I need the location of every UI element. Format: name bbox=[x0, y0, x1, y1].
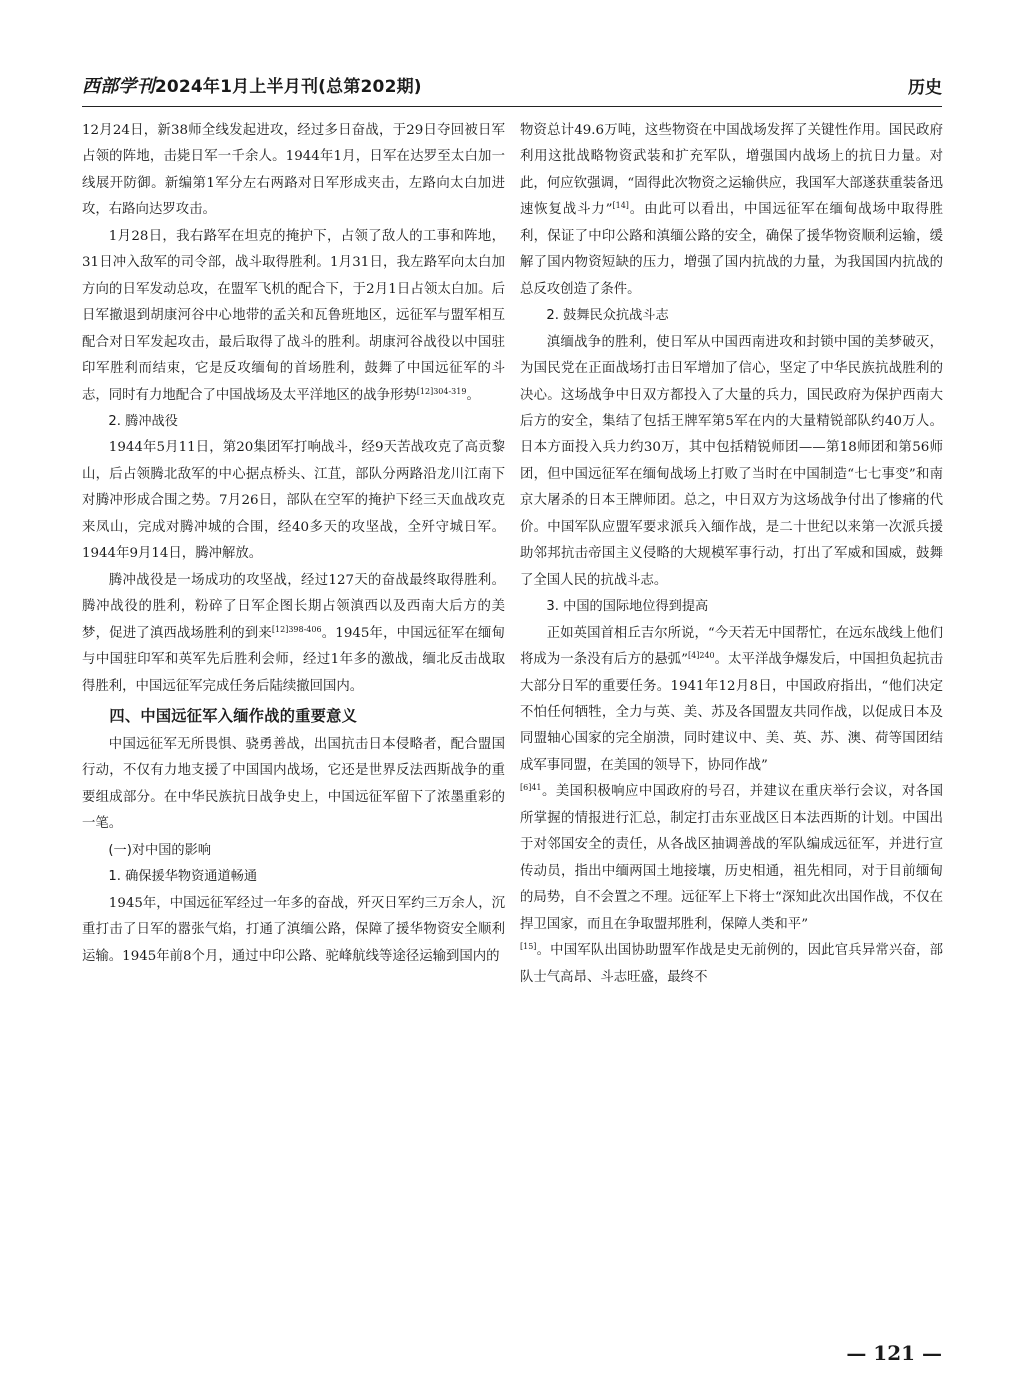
paragraph bbox=[82, 224, 505, 409]
paragraph-text: 。由此可以看出，中国远征军在缅甸战场中取得胜利，保证了中印公路和滇缅公路的安全，确保了援华物资顺利运输，缓解了国内物资短缺的压力，增强了国内抗战的力量，为我国国内抗战的总反攻创造了条件。 bbox=[520, 202, 943, 297]
paragraph-text: 1月28日，我右路军在坦克的掩护下，占领了敌人的工事和阵地，31日冲入敌军的司令部，战斗取得胜利。1月31日，我左路军向太白加方向的日军发动总攻，在盟军飞机的配合下，于2月1日占领太白加。后日军撤退到胡康河谷中心地带的孟关和瓦鲁班地区，远征军与盟军相互配合对日军发起攻击，最后取得了战斗的胜利。胡康河谷战役以中国驻印军胜利而结束，它是反攻缅甸的首场胜利，鼓舞了中国远征军的斗志，同时有力地配合了中国战场及太平洋地区的战争形势 bbox=[82, 228, 505, 403]
paragraph-text: 。 bbox=[466, 387, 480, 403]
section-label: 历史 bbox=[908, 78, 942, 98]
paragraph bbox=[82, 732, 505, 838]
paragraph bbox=[520, 330, 943, 595]
subsection-heading bbox=[82, 864, 505, 890]
paragraph bbox=[520, 779, 943, 938]
running-header bbox=[82, 66, 942, 107]
paragraph-text: 1. 确保援华物资通道畅通 bbox=[108, 869, 258, 885]
paragraph-text: 。太平洋战争爆发后，中国担负起抗击大部分日军的重要任务。1941年12月8日，中国政府指出，“他们决定不怕任何牺牲，全力与英、美、苏及各国盟友共同作战，以促成日本及同盟轴心国家的完全崩溃，同时建议中、美、英、苏、澳、荷等国团结成军事同盟，在美国的领导下，协同作战” bbox=[520, 652, 943, 773]
paragraph-text: 12月24日，新38师全线发起进攻，经过多日奋战，于29日夺回被日军占领的阵地，击毙日军一千余人。1944年1月，日军在达罗至太白加一线展开防御。新编第1军分左右两路对日军形成夹击，左路向太白加进攻，右路向达罗攻击。 bbox=[82, 123, 505, 218]
subsection-heading bbox=[520, 594, 943, 620]
paragraph bbox=[82, 435, 505, 567]
citation-ref: [14] bbox=[612, 201, 629, 211]
subsection-heading bbox=[82, 838, 505, 864]
paragraph-text: 1945年，中国远征军经过一年多的奋战，歼灭日军约三万余人，沉重打击了日军的嚣张气焰，打通了滇缅公路，保障了援华物资安全顺利运输。1945年前8个月，通过中印公路、驼峰航线等途径运输到国内的 bbox=[82, 895, 505, 964]
paragraph bbox=[82, 568, 505, 700]
paragraph-text: 腾冲战役是一场成功的攻坚战，经过127天的奋战最终取得胜利。腾冲战役的胜利，粉碎了日军企图长期占领滇西以及西南大后方的美梦，促进了滇西战场胜利的到来 bbox=[82, 572, 505, 641]
citation-ref: [12]398-406 bbox=[271, 624, 322, 634]
paragraph-text: 2. 腾冲战役 bbox=[108, 413, 178, 429]
paragraph-text: 。中国军队出国协助盟军作战是史无前例的，因此官兵异常兴奋，部队士气高昂、斗志旺盛，最终不 bbox=[520, 943, 943, 985]
issue-info: 2024年1月上半月刊(总第202期) bbox=[154, 77, 422, 97]
paragraph-text: 3. 中国的国际地位得到提高 bbox=[546, 599, 709, 615]
paragraph bbox=[82, 118, 505, 224]
paragraph-text: 1944年5月11日，第20集团军打响战斗，经9天苦战攻克了高贡黎山，后占领腾北敌军的中心据点桥头、江苴，部队分两路沿龙川江南下对腾冲形成合围之势。7月26日，部队在空军的掩护下经三天血战攻克来凤山，完成对腾冲城的合围，经40多天的攻坚战，全歼守城日军。1944年9月14日，腾冲解放。 bbox=[82, 440, 505, 562]
paragraph-text: 中国远征军无所畏惧、骁勇善战，出国抗击日本侵略者，配合盟国行动，不仅有力地支援了中国国内战场，它还是世界反法西斯战争的重要组成部分。在中华民族抗日战争史上，中国远征军留下了浓墨重彩的一笔。 bbox=[82, 736, 505, 832]
left-column bbox=[82, 118, 505, 970]
journal-logo: 西部学刊 bbox=[82, 76, 155, 97]
paragraph-text: 四、中国远征军入缅作战的重要意义 bbox=[109, 706, 358, 725]
paragraph-text: 。1945年，中国远征军在缅甸与中国驻印军和英军先后胜利会师，经过1年多的激战，缅北反击战取得胜利，中国远征军完成任务后陆续撤回国内。 bbox=[82, 625, 506, 694]
citation-ref: [6]41 bbox=[520, 783, 542, 793]
subsection-heading bbox=[520, 303, 943, 329]
paragraph-text: 物资总计49.6万吨，这些物资在中国战场发挥了关键性作用。国民政府利用这批战略物资武装和扩充军队，增强国内战场上的抗日力量。对此，何应钦强调，“固得此次物资之运输供应，我国军大部遂获重装备迅速恢复战斗力” bbox=[520, 123, 943, 218]
paragraph bbox=[520, 118, 943, 303]
citation-ref: [4]240 bbox=[688, 651, 715, 661]
paragraph-text: 。美国积极响应中国政府的号召，并建议在重庆举行会议，对各国所掌握的情报进行汇总，制定打击东亚战区日本法西斯的计划。中国出于对邻国安全的责任，从各战区抽调善战的军队编成远征军，并进行宣传动员，指出中缅两国土地接壤，历史相通，祖先相同，对于目前缅甸的局势，自不会置之不理。远征军上下将士“深知此次出国作战，不仅在捍卫国家，而且在争取盟邦胜利，保障人类和平” bbox=[520, 784, 943, 932]
paragraph-text: 滇缅战争的胜利，使日军从中国西南进攻和封锁中国的美梦破灭，为国民党在正面战场打击日军增加了信心，坚定了中华民族抗战胜利的决心。这场战争中日双方都投入了大量的兵力，国民政府为保护西南大后方的安全，集结了包括王牌军第5军在内的大量精锐部队约40万人。日本方面投入兵力约30万，其中包括精锐师团——第18师团和第56师团，但中国远征军在缅甸战场上打败了当时在中国制造“七七事变”和南京大屠杀的日本王牌师团。总之，中日双方为这场战争付出了惨痛的代价。中国军队应盟军要求派兵入缅作战，是二十世纪以来第一次派兵援助邻邦抗击帝国主义侵略的大规模军事行动，打出了军威和国威，鼓舞了全国人民的抗战斗志。 bbox=[520, 334, 943, 588]
paragraph bbox=[82, 891, 505, 970]
paragraph bbox=[520, 621, 943, 780]
journal-title bbox=[82, 72, 422, 98]
paragraph-text: 2. 鼓舞民众抗战斗志 bbox=[546, 308, 669, 324]
paragraph-text: 正如英国首相丘吉尔所说，“今天若无中国帮忙，在远东战线上他们将成为一条没有后方的悬弧” bbox=[520, 625, 943, 668]
section-heading bbox=[82, 701, 505, 731]
citation-ref: [15] bbox=[520, 942, 537, 952]
paragraph-text: (一)对中国的影响 bbox=[108, 842, 211, 858]
right-column bbox=[520, 118, 943, 991]
page-number: — 121 — bbox=[846, 1341, 942, 1365]
paragraph bbox=[520, 938, 943, 991]
subsection-heading bbox=[82, 409, 505, 435]
citation-ref: [12]304-319 bbox=[416, 386, 467, 396]
